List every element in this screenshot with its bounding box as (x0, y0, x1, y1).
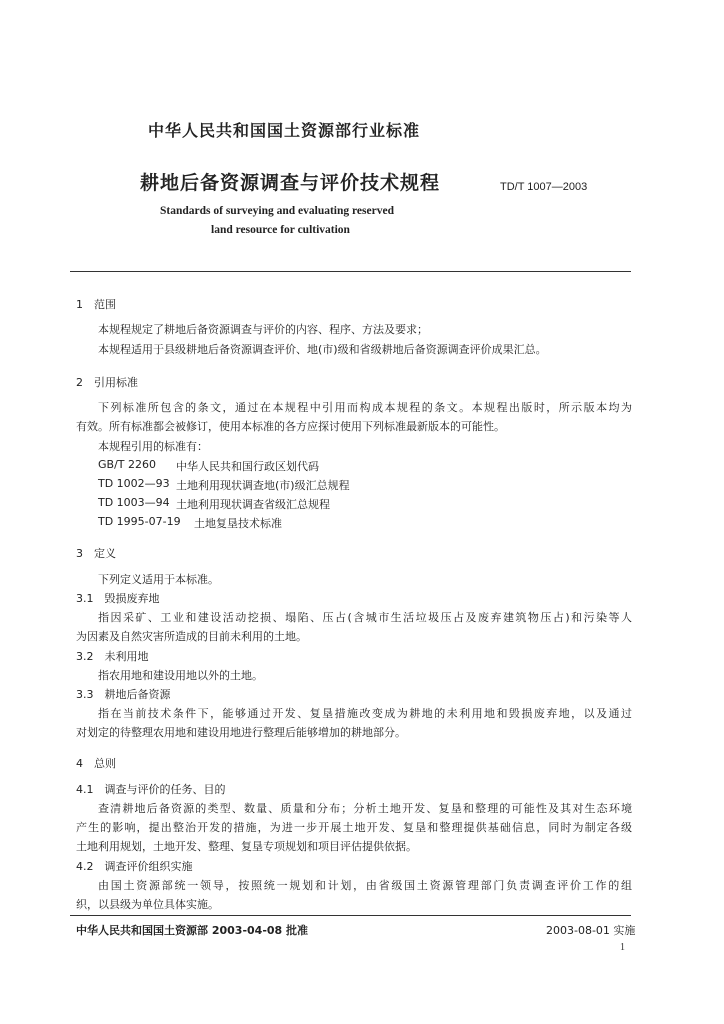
ref-code: TD 1003—94 (98, 496, 170, 509)
header-divider (70, 271, 631, 272)
footer-divider (70, 915, 631, 916)
ref-name: 土地复垦技术标准 (194, 517, 282, 530)
definition-3-1-line-1: 指因采矿、工业和建设活动挖损、塌陷、压占(含城市生活垃圾压占及废弃建筑物压占)和污染等人 (98, 611, 632, 624)
document-title: 耕地后备资源调查与评价技术规程 (140, 172, 441, 194)
section-2-para-1-line-2: 有效。所有标准都会被修订，使用本标准的各方应探讨使用下列标准最新版本的可能性。 (76, 420, 505, 433)
clause-4-1-line-1: 查清耕地后备资源的类型、数量、质量和分布；分析土地开发、复垦和整理的可能性及其对生态环境 (98, 802, 632, 815)
ref-code: TD 1002—93 (98, 477, 170, 490)
ref-name: 土地利用现状调查地(市)级汇总规程 (176, 479, 350, 492)
clause-4-2-heading: 4.2 调查评价组织实施 (76, 860, 193, 873)
definition-3-3-line-2: 对划定的待整理农用地和建设用地进行整理后能够增加的耕地部分。 (76, 726, 406, 739)
ref-code: TD 1995-07-19 (98, 515, 181, 528)
section-3-intro: 下列定义适用于本标准。 (98, 573, 219, 586)
clause-4-2-line-2: 织，以县级为单位具体实施。 (76, 898, 219, 911)
definition-3-3-line-1: 指在当前技术条件下，能够通过开发、复垦措施改变成为耕地的未利用地和毁损废弃地，以及通过 (98, 707, 632, 720)
ref-name: 中华人民共和国行政区划代码 (176, 460, 319, 473)
definition-3-2-text: 指农用地和建设用地以外的土地。 (98, 669, 263, 682)
definition-3-1-line-2: 为因素及自然灾害所造成的目前未利用的土地。 (76, 630, 307, 643)
ref-code: GB/T 2260 (98, 458, 156, 471)
clause-4-2-line-1: 由国土资源部统一领导，按照统一规划和计划，由省级国土资源管理部门负责调查评价工作的组 (98, 879, 632, 892)
section-2-para-1-line-1: 下列标准所包含的条文，通过在本规程中引用而构成本规程的条文。本规程出版时，所示版本均为 (98, 401, 632, 414)
section-1-para-1: 本规程规定了耕地后备资源调查与评价的内容、程序、方法及要求； (98, 323, 428, 336)
page-number: 1 (620, 942, 625, 953)
issuer-approval: 中华人民共和国国土资源部 2003-04-08 批准 (76, 924, 309, 937)
definition-3-3-heading: 3.3 耕地后备资源 (76, 688, 171, 701)
ref-name: 土地利用现状调查省级汇总规程 (176, 498, 330, 511)
definition-3-1-heading: 3.1 毁损废弃地 (76, 592, 160, 605)
section-3-heading: 3 定义 (76, 547, 116, 560)
industry-standard-label: 中华人民共和国国土资源部行业标准 (148, 121, 421, 140)
section-2-para-2: 本规程引用的标准有： (98, 440, 208, 453)
implementation-date: 2003-08-01 实施 (546, 924, 636, 937)
section-1-para-2: 本规程适用于县级耕地后备资源调查评价、地(市)级和省级耕地后备资源调查评价成果汇总。 (98, 343, 547, 356)
standard-code: TD/T 1007—2003 (500, 181, 588, 193)
clause-4-1-line-2: 产生的影响，提出整治开发的措施，为进一步开展土地开发、复垦和整理提供基础信息，同时为制定各级 (76, 821, 632, 834)
section-2-heading: 2 引用标准 (76, 376, 138, 389)
english-title-line1: Standards of surveying and evaluating reserved (160, 205, 394, 217)
clause-4-1-line-3: 土地利用规划，土地开发、整理、复垦专项规划和项目评估提供依据。 (76, 840, 417, 853)
english-title-line2: land resource for cultivation (211, 224, 350, 236)
definition-3-2-heading: 3.2 未利用地 (76, 650, 149, 663)
section-4-heading: 4 总则 (76, 757, 116, 770)
clause-4-1-heading: 4.1 调查与评价的任务、目的 (76, 783, 226, 796)
section-1-heading: 1 范围 (76, 298, 116, 311)
